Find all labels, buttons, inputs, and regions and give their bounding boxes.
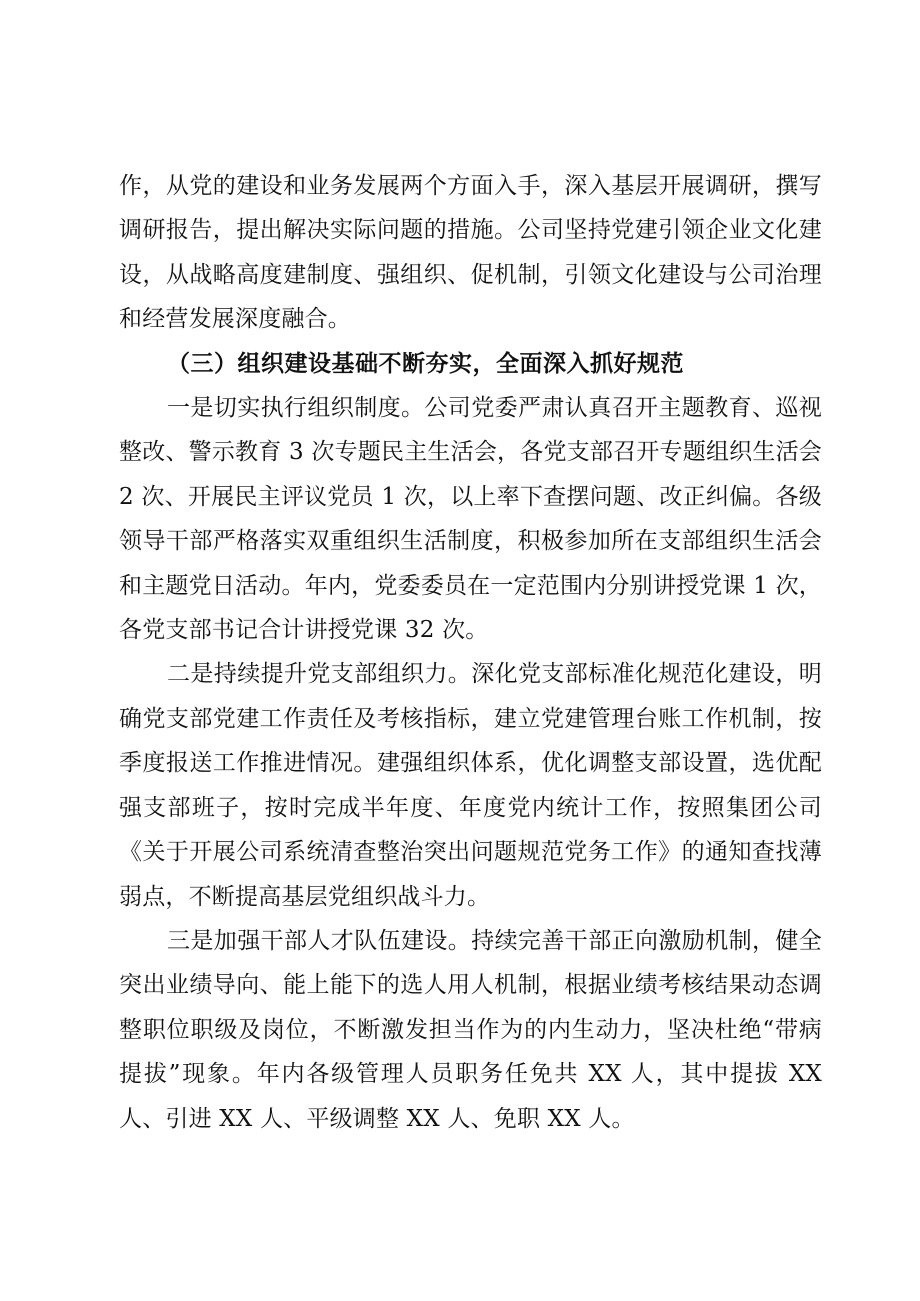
paragraph-continuation: 作，从党的建设和业务发展两个方面入手，深入基层开展调研，撰写调研报告，提出解决实际问题的措施。公司坚持党建引领企业文化建设，从战略高度建制度、强组织、促机制，引领文化建设与公司治理和经营发展深度融合。 <box>119 173 822 333</box>
paragraph-organization-system: 一是切实执行组织制度。公司党委严肃认真召开主题教育、巡视整改、警示教育 3 次专题民主生活会，各党支部召开专题组织生活会 2 次、开展民主评议党员 1 次，以上率下查摆问题、改正纠偏。各级领导干部严格落实双重组织生活制度，积极参加所在支部组织生活会和主题党日活动。年内，党委委员在一定范围内分别讲授党课 1 次，各党支部书记合计讲授党课 32 次。 <box>119 395 822 644</box>
document-body <box>119 164 822 1141</box>
paragraph-cadre-team: 三是加强干部人才队伍建设。持续完善干部正向激励机制，健全突出业绩导向、能上能下的选人用人机制，根据业绩考核结果动态调整职位职级及岗位，不断激发担当作为的内生动力，坚决杜绝“带病提拔”现象。年内各级管理人员职务任免共 XX 人，其中提拔 XX 人、引进 XX 人、平级调整 XX 人、免职 XX 人。 <box>119 927 822 1132</box>
paragraph-branch-capacity: 二是持续提升党支部组织力。深化党支部标准化规范化建设，明确党支部党建工作责任及考核指标，建立党建管理台账工作机制，按季度报送工作推进情况。建强组织体系，优化调整支部设置，选优配强支部班子，按时完成半年度、年度党内统计工作，按照集团公司《关于开展公司系统清查整治突出问题规范党务工作》的通知查找薄弱点，不断提高基层党组织战斗力。 <box>119 661 822 910</box>
section-heading: （三）组织建设基础不断夯实，全面深入抓好规范 <box>167 350 684 377</box>
